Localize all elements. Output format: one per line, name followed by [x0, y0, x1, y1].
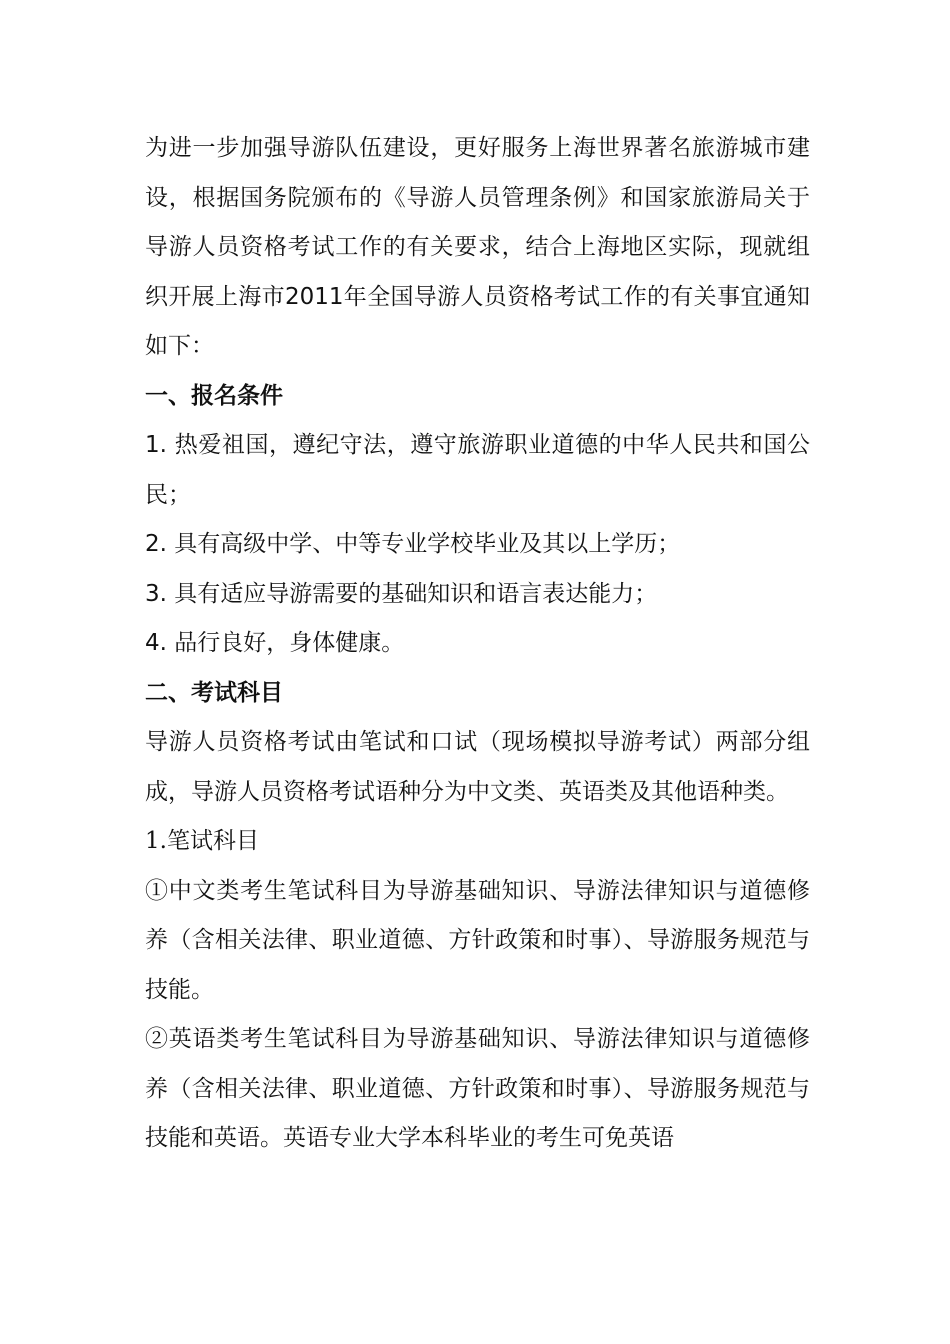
document-page	[145, 124, 810, 1164]
written-exam-item-chinese: ①中文类考生笔试科目为导游基础知识、导游法律知识与道德修养（含相关法律、职业道德、方针政策和时事）、导游服务规范与技能。	[145, 877, 810, 1003]
registration-item-3: 3. 具有适应导游需要的基础知识和语言表达能力；	[145, 580, 658, 607]
section-heading-registration: 一、报名条件	[145, 382, 283, 409]
registration-item-2: 2. 具有高级中学、中等专业学校毕业及其以上学历；	[145, 531, 681, 557]
intro-paragraph: 为进一步加强导游队伍建设，更好服务上海世界著名旅游城市建设，根据国务院颁布的《导游人员管理条例》和国家旅游局关于导游人员资格考试工作的有关要求，结合上海地区实际，现就组织开展上海市2011年全国导游人员资格考试工作的有关事宜通知如下：	[145, 135, 810, 359]
section-heading-subjects: 二、考试科目	[145, 679, 283, 706]
subjects-paragraph: 导游人员资格考试由笔试和口试（现场模拟导游考试）两部分组成，导游人员资格考试语种分为中文类、英语类及其他语种类。	[145, 729, 810, 805]
registration-item-4: 4. 品行良好，身体健康。	[145, 630, 405, 656]
registration-item-1: 1. 热爱祖国，遵纪守法，遵守旅游职业道德的中华人民共和国公民；	[145, 432, 810, 508]
written-exam-item-english: ②英语类考生笔试科目为导游基础知识、导游法律知识与道德修养（含相关法律、职业道德、方针政策和时事）、导游服务规范与技能和英语。英语专业大学本科毕业的考生可免英语	[145, 1026, 810, 1151]
written-exam-subheading: 1.笔试科目	[145, 828, 259, 854]
